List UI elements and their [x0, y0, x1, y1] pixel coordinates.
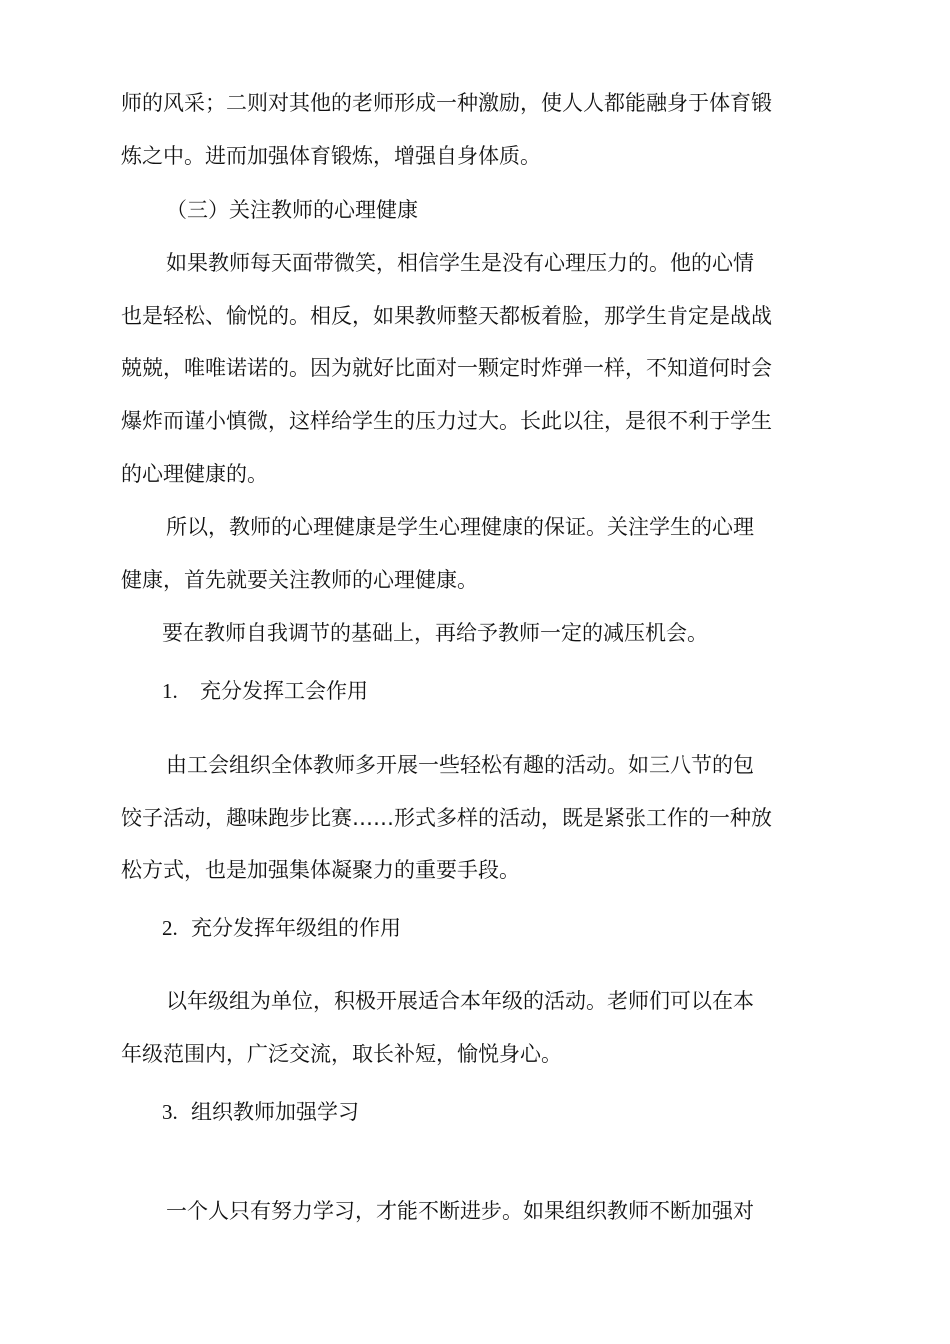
list-item-1: [162, 676, 368, 706]
paragraph-line: 由工会组织全体教师多开展一些轻松有趣的活动。如三八节的包: [166, 753, 754, 777]
paragraph-line: 饺子活动，趣味跑步比赛……形式多样的活动，既是紧张工作的一种放: [121, 806, 772, 830]
list-number: 2.: [162, 916, 178, 940]
paragraph-line: 也是轻松、愉悦的。相反，如果教师整天都板着脸，那学生肯定是战战: [121, 304, 772, 328]
paragraph-line: 要在教师自我调节的基础上，再给予教师一定的减压机会。: [162, 621, 708, 645]
paragraph-line: 一个人只有努力学习，才能不断进步。如果组织教师不断加强对: [166, 1199, 754, 1223]
paragraph-line: 松方式，也是加强集体凝聚力的重要手段。: [121, 858, 520, 882]
list-item-text: 组织教师加强学习: [191, 1100, 359, 1124]
list-item-text: 充分发挥工会作用: [200, 679, 368, 703]
list-item-2: [162, 913, 401, 943]
section-heading: （三）关注教师的心理健康: [166, 198, 418, 222]
paragraph-line: 的心理健康的。: [121, 462, 268, 486]
paragraph-line: 所以，教师的心理健康是学生心理健康的保证。关注学生的心理: [166, 515, 754, 539]
paragraph-line: 炼之中。进而加强体育锻炼，增强自身体质。: [121, 144, 541, 168]
paragraph-line: 兢兢，唯唯诺诺的。因为就好比面对一颗定时炸弹一样，不知道何时会: [121, 356, 772, 380]
paragraph-line: 年级范围内，广泛交流，取长补短，愉悦身心。: [121, 1042, 562, 1066]
paragraph-line: 爆炸而谨小慎微，这样给学生的压力过大。长此以往，是很不利于学生: [121, 409, 772, 433]
list-number: 1.: [162, 679, 178, 703]
paragraph-line: 如果教师每天面带微笑，相信学生是没有心理压力的。他的心情: [166, 251, 754, 275]
paragraph-line: 以年级组为单位，积极开展适合本年级的活动。老师们可以在本: [166, 989, 754, 1013]
list-item-text: 充分发挥年级组的作用: [191, 916, 401, 940]
list-number: 3.: [162, 1100, 178, 1124]
paragraph-line: 师的风采；二则对其他的老师形成一种激励，使人人都能融身于体育锻: [121, 91, 772, 115]
paragraph-line: 健康，首先就要关注教师的心理健康。: [121, 568, 478, 592]
list-item-3: [162, 1097, 359, 1127]
